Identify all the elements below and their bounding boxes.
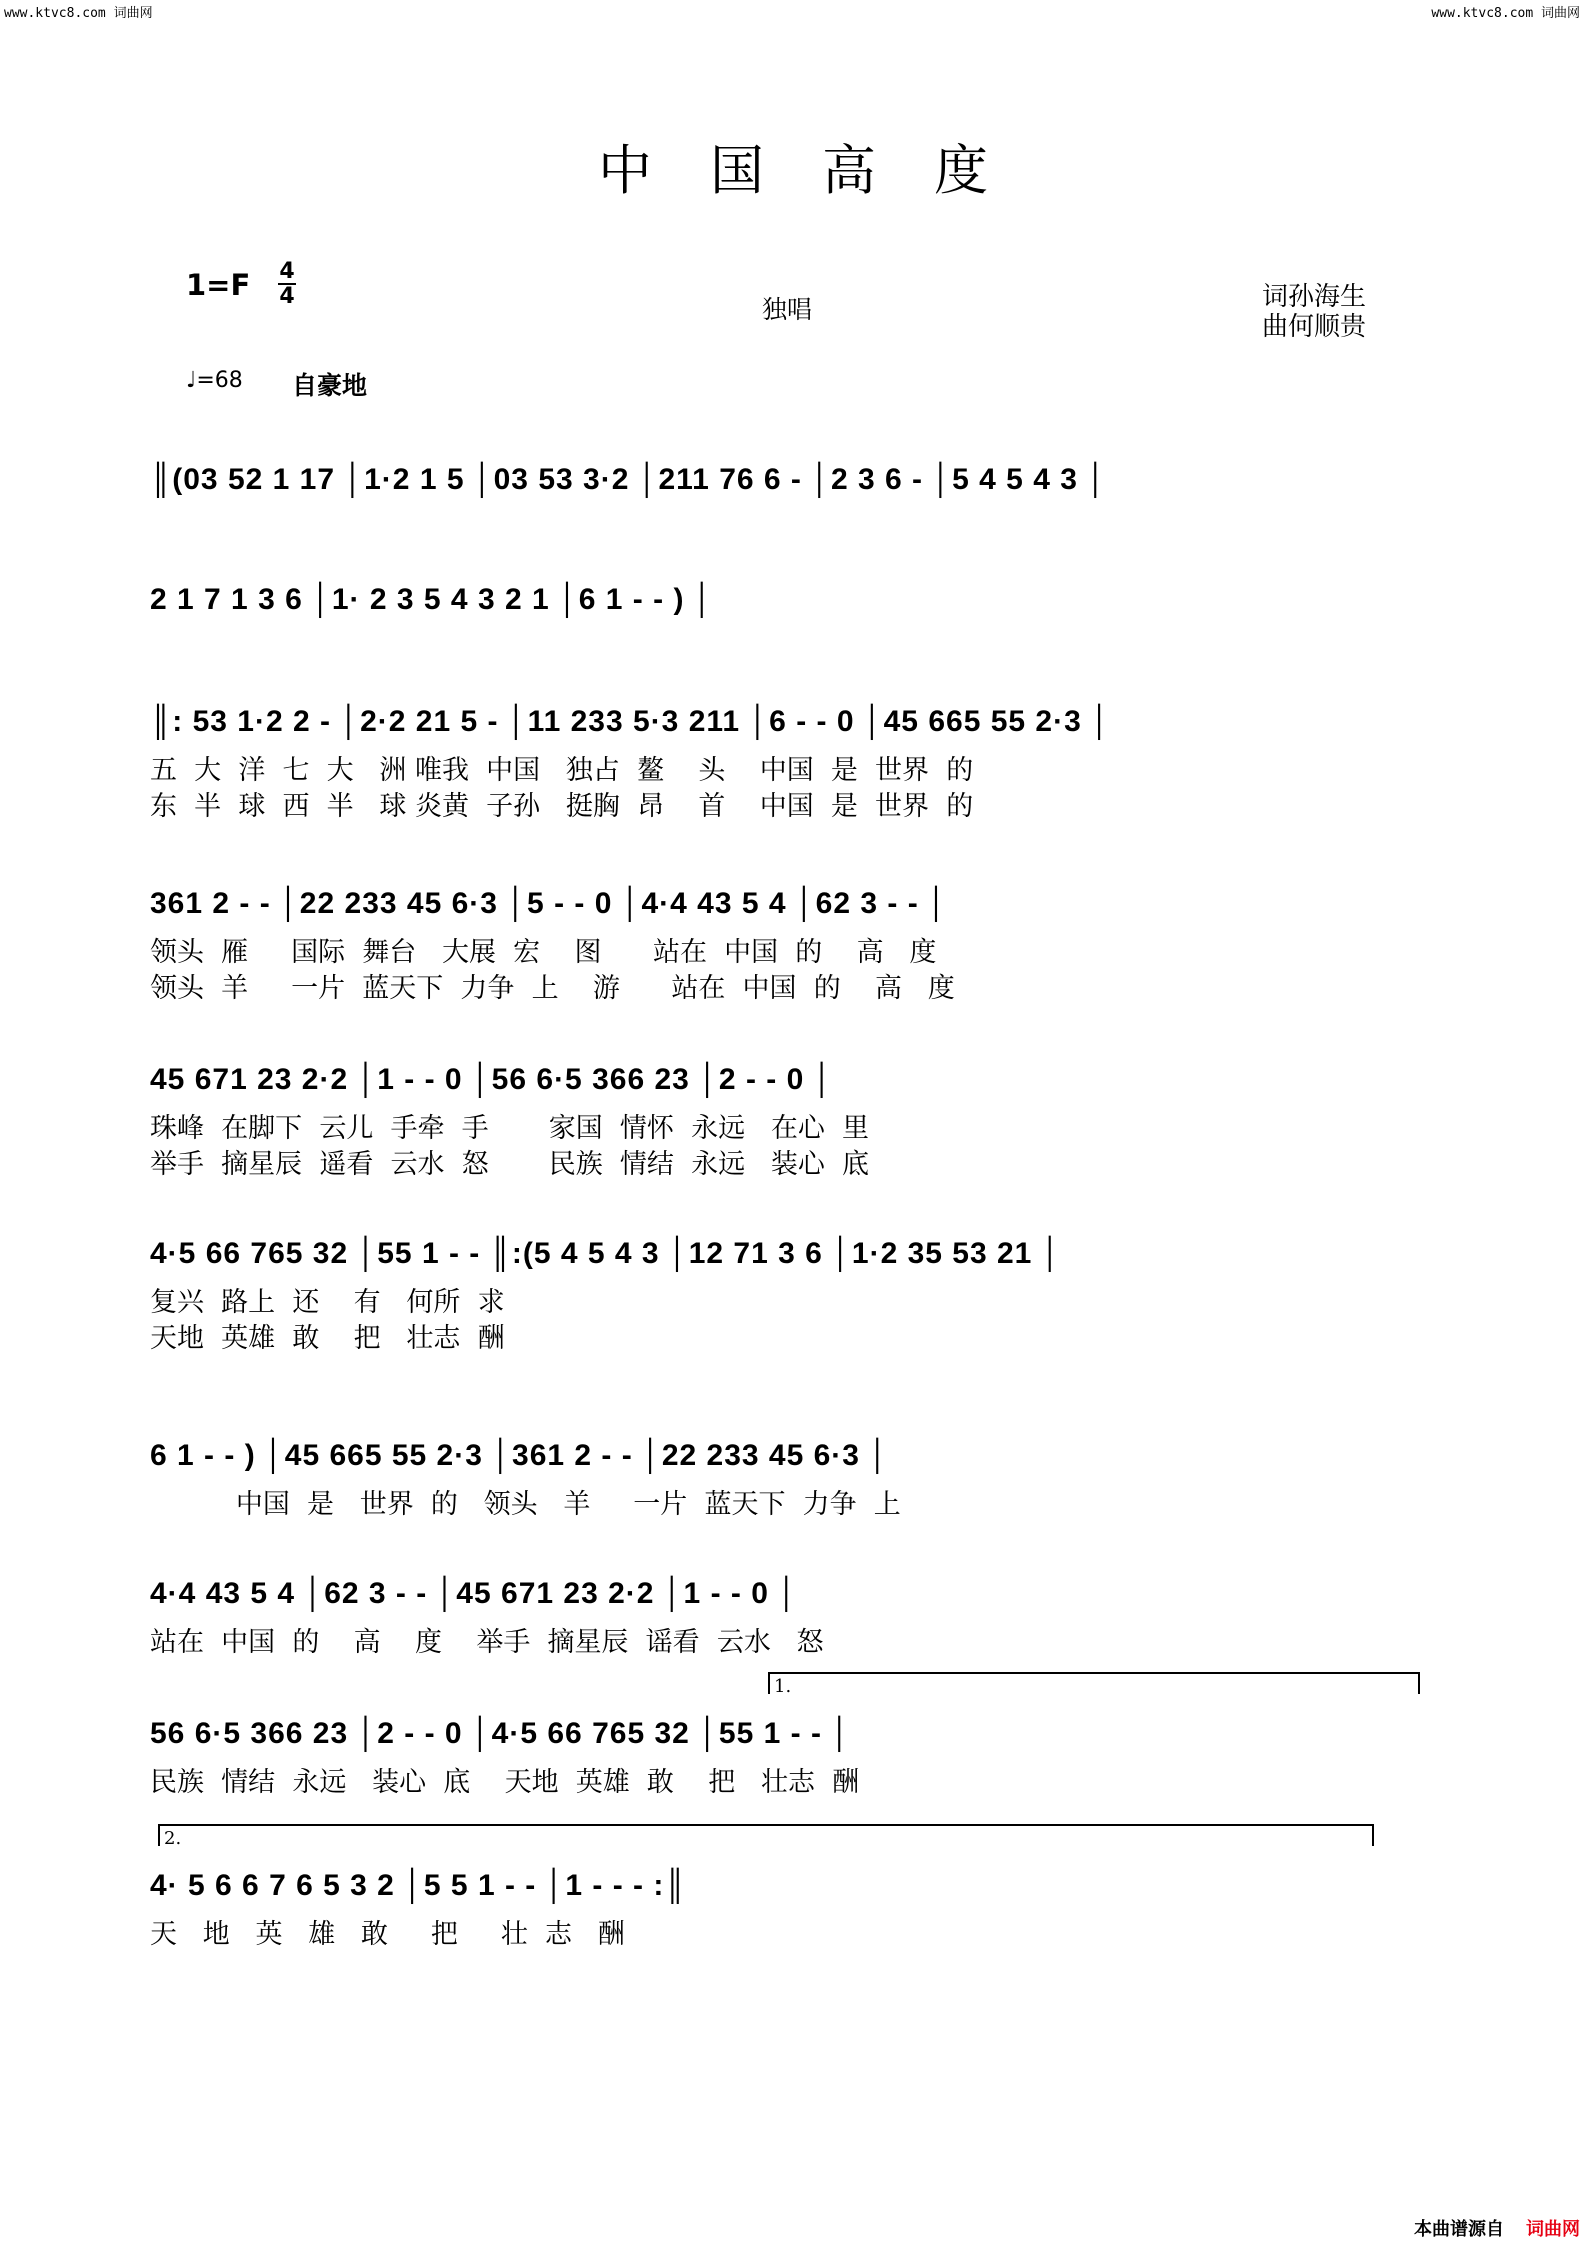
notation-line: 4·5 66 765 32 │55 1 - - ║:(5 4 5 4 3 │12 71 3 6 │1·2 35 53 21 │ bbox=[150, 1237, 1062, 1270]
lyric-verse-1: 民族 情结 永远 装心 底 天地 英雄 敢 把 壮志 酬 bbox=[150, 1767, 860, 1798]
time-sig-bottom: 4 bbox=[279, 284, 295, 309]
performance-type: 独唱 bbox=[762, 295, 813, 324]
staff-system bbox=[150, 1050, 1430, 1220]
lyric-verse-2: 领头 羊 一片 蓝天下 力争 上 游 站在 中国 的 高 度 bbox=[150, 973, 955, 1004]
volta-label: 2. bbox=[164, 1828, 182, 1849]
song-title: 中国高度 bbox=[598, 139, 1046, 202]
notation-line: 45 671 23 2·2 │1 - - 0 │56 6·5 366 23 │2 - - 0 │ bbox=[150, 1063, 834, 1096]
key-signature: 1=F bbox=[186, 268, 251, 302]
lyric-verse-1: 中国 是 世界 的 领头 羊 一片 蓝天下 力争 上 bbox=[150, 1489, 901, 1520]
footer bbox=[1414, 2215, 1580, 2241]
site-header-left[interactable]: www.ktvc8.com 词曲网 bbox=[4, 6, 153, 21]
time-sig-top: 4 bbox=[279, 259, 295, 284]
lyric-verse-2: 天地 英雄 敢 把 壮志 酬 bbox=[150, 1323, 505, 1354]
expression-mark: 自豪地 bbox=[292, 371, 368, 400]
lyricist: 词孙海生 bbox=[1262, 282, 1367, 312]
staff-system bbox=[150, 692, 1430, 862]
volta-label: 1. bbox=[774, 1676, 792, 1697]
staff-system bbox=[150, 874, 1430, 1044]
lyric-verse-2: 东 半 球 西 半 球 炎黄 子孙 挺胸 昂 首 中国 是 世界 的 bbox=[150, 791, 974, 822]
footer-brand-link[interactable]: 词曲网 bbox=[1526, 2219, 1580, 2240]
notation-line: ║(03 52 1 17 │1·2 1 5 │03 53 3·2 │211 76 6 - │2 3 6 - │5 4 5 4 3 │ bbox=[150, 463, 1107, 496]
footer-source: 本曲谱源自 bbox=[1414, 2219, 1504, 2240]
lyric-verse-1: 领头 雁 国际 舞台 大展 宏 图 站在 中国 的 高 度 bbox=[150, 937, 937, 968]
lyric-verse-1: 五 大 洋 七 大 洲 唯我 中国 独占 鳌 头 中国 是 世界 的 bbox=[150, 755, 974, 786]
composer: 曲何顺贵 bbox=[1262, 312, 1367, 342]
notation-line: 4·4 43 5 4 │62 3 - - │45 671 23 2·2 │1 - - 0 │ bbox=[150, 1577, 798, 1610]
site-header-right[interactable]: www.ktvc8.com 词曲网 bbox=[1431, 6, 1580, 21]
staff-system bbox=[150, 1704, 1430, 1874]
lyric-verse-1: 站在 中国 的 高 度 举手 摘星辰 谣看 云水 怒 bbox=[150, 1627, 824, 1658]
notation-line: 56 6·5 366 23 │2 - - 0 │4·5 66 765 32 │55 1 - - │ bbox=[150, 1717, 852, 1750]
staff-system bbox=[150, 1224, 1430, 1394]
lyric-verse-1: 复兴 路上 还 有 何所 求 bbox=[150, 1287, 505, 1318]
notation-line: 361 2 - - │22 233 45 6·3 │5 - - 0 │4·4 43 5 4 │62 3 - - │ bbox=[150, 887, 948, 920]
tempo-mark: ♩=68 bbox=[186, 368, 243, 393]
volta-second-ending bbox=[158, 1824, 1374, 1849]
notation-line: ║: 53 1·2 2 - │2·2 21 5 - │11 233 5·3 211 │6 - - 0 │45 665 55 2·3 │ bbox=[150, 705, 1111, 738]
lyric-verse-1: 天 地 英 雄 敢 把 壮 志 酬 bbox=[150, 1919, 625, 1950]
notation-line: 6 1 - - ) │45 665 55 2·3 │361 2 - - │22 233 45 6·3 │ bbox=[150, 1439, 890, 1472]
lyric-verse-1: 珠峰 在脚下 云儿 手牵 手 家国 情怀 永远 在心 里 bbox=[150, 1113, 869, 1144]
volta-first-ending bbox=[768, 1672, 1420, 1697]
time-signature bbox=[278, 260, 296, 308]
staff-system bbox=[150, 1856, 1430, 2026]
notation-line: 2 1 7 1 3 6 │1· 2 3 5 4 3 2 1 │6 1 - - ) │ bbox=[150, 583, 714, 616]
notation-line: 4· 5 6 6 7 6 5 3 2 │5 5 1 - - │1 - - - :║ bbox=[150, 1869, 687, 1902]
lyric-verse-2: 举手 摘星辰 遥看 云水 怒 民族 情结 永远 装心 底 bbox=[150, 1149, 869, 1180]
